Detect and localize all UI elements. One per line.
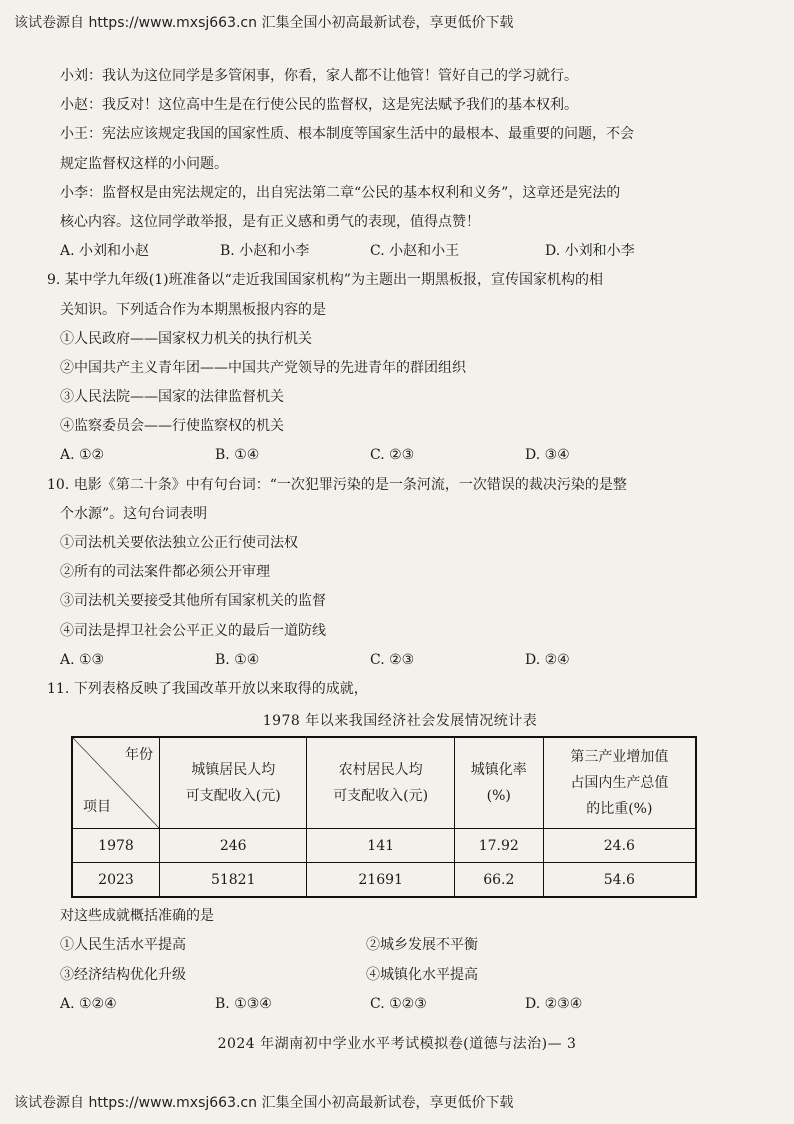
table-cell: 21691 <box>307 863 454 898</box>
table-cell: 66.2 <box>454 863 543 898</box>
corner-item-label: 项目 <box>83 799 111 816</box>
option-d: D. ②③④ <box>525 995 583 1012</box>
table-row <box>72 829 696 863</box>
q10-stem-cont: 个水源”。这句台词表明 <box>60 505 208 522</box>
header-text: 农村居民人均 <box>338 762 423 779</box>
q9-item: ①人民政府——国家权力机关的执行机关 <box>60 330 312 347</box>
q10-stem: 10. 电影《第二十条》中有句台词：“一次犯罪污染的是一条河流，一次错误的裁决污染的是整 <box>47 476 627 493</box>
q11-items-row <box>60 931 740 960</box>
table-cell: 141 <box>307 829 454 863</box>
q8-line: 规定监督权这样的小问题。 <box>60 155 228 172</box>
q11-item: ①人民生活水平提高 <box>60 937 186 954</box>
option-b: B. ①③④ <box>215 995 272 1012</box>
option-b: B. ①④ <box>215 447 260 464</box>
q8-line: 小王：宪法应该规定我国的国家性质、根本制度等国家生活中的最根本、最重要的问题，不会 <box>60 126 634 143</box>
q11-items-row <box>60 961 740 990</box>
table-header-row <box>72 737 696 829</box>
header-text: 占国内生产总值 <box>570 775 669 792</box>
q10-item: ①司法机关要依法独立公正行使司法权 <box>60 535 298 551</box>
option-d: D. 小刘和小李 <box>545 243 635 260</box>
q11-item: ④城镇化水平提高 <box>366 966 478 983</box>
header-text: 可支配收入(元) <box>185 788 281 805</box>
option-a: A. ①②④ <box>60 995 117 1012</box>
table-corner-cell <box>72 737 160 829</box>
q9-item: ③人民法院——国家的法律监督机关 <box>60 389 284 406</box>
q9-item: ④监察委员会——行使监察权的机关 <box>60 418 284 435</box>
watermark-top: 该试卷源自 https://www.mxsj663.cn 汇集全国小初高最新试卷，享更低价下载 <box>14 15 514 31</box>
table-cell: 24.6 <box>543 829 696 863</box>
header-urbanization-rate <box>454 737 543 829</box>
header-text: 城镇居民人均 <box>191 762 276 779</box>
table-row <box>72 863 696 898</box>
row-year: 2023 <box>72 863 160 898</box>
table-cell: 54.6 <box>543 863 696 898</box>
q10-item: ②所有的司法案件都必须公开审理 <box>60 564 270 581</box>
option-c: C. ②③ <box>370 651 415 668</box>
option-c: C. 小赵和小王 <box>370 243 460 260</box>
q11-options <box>60 990 740 1019</box>
q10-options <box>60 646 740 675</box>
header-text: 城镇化率 <box>470 762 527 779</box>
option-a: A. ①② <box>60 447 105 464</box>
header-text: 的比重(%) <box>586 801 653 818</box>
option-b: B. ①④ <box>215 651 260 668</box>
q8-options <box>60 237 740 266</box>
q9-options <box>60 441 740 470</box>
table-cell: 51821 <box>160 863 307 898</box>
q11-stem: 11. 下列表格反映了我国改革开放以来取得的成就， <box>47 680 368 697</box>
q8-line: 核心内容。这位同学敢举报，是有正义感和勇气的表现，值得点赞！ <box>60 213 480 230</box>
header-tertiary-share <box>543 737 696 829</box>
q11-question: 对这些成就概括准确的是 <box>60 908 214 925</box>
q8-line: 小刘：我认为这位同学是多管闲事，你看，家人都不让他管！管好自己的学习就行。 <box>60 68 578 84</box>
q8-line: 小李：监督权是由宪法规定的，出自宪法第二章“公民的基本权利和义务”，这章还是宪法的 <box>60 184 621 201</box>
option-a: A. ①③ <box>60 651 105 668</box>
option-c: C. ①②③ <box>370 995 427 1012</box>
row-year: 1978 <box>72 829 160 863</box>
page-footer: 2024 年湖南初中学业水平考试模拟卷(道德与法治)— 3 <box>217 1036 577 1052</box>
exam-content <box>47 62 740 1019</box>
option-a: A. 小刘和小赵 <box>60 243 150 260</box>
option-c: C. ②③ <box>370 447 415 464</box>
q11-item: ②城乡发展不平衡 <box>366 937 478 954</box>
statistics-table <box>71 736 697 898</box>
table-cell: 246 <box>160 829 307 863</box>
q9-stem-cont: 关知识。下列适合作为本期黑板报内容的是 <box>60 301 326 318</box>
q10-item: ④司法是捍卫社会公平正义的最后一道防线 <box>60 622 326 639</box>
q9-stem: 9. 某中学九年级(1)班准备以“走近我国国家机构”为主题出一期黑板报，宣传国家机构的相 <box>47 272 603 289</box>
q9-item: ②中国共产主义青年团——中国共产党领导的先进青年的群团组织 <box>60 359 466 376</box>
header-text: 第三产业增加值 <box>570 749 669 766</box>
q8-line: 小赵：我反对！这位高中生是在行使公民的监督权，这是宪法赋予我们的基本权利。 <box>60 97 578 114</box>
q10-item: ③司法机关要接受其他所有国家机关的监督 <box>60 593 326 610</box>
header-urban-income <box>160 737 307 829</box>
option-b: B. 小赵和小李 <box>220 243 310 260</box>
header-text: 可支配收入(元) <box>333 788 429 805</box>
watermark-bottom: 该试卷源自 https://www.mxsj663.cn 汇集全国小初高最新试卷，享更低价下载 <box>14 1095 514 1111</box>
corner-year-label: 年份 <box>125 747 153 764</box>
table-title: 1978 年以来我国经济社会发展情况统计表 <box>262 713 538 730</box>
header-text: (%) <box>486 788 511 805</box>
option-d: D. ③④ <box>525 447 570 464</box>
header-rural-income <box>307 737 454 829</box>
table-cell: 17.92 <box>454 829 543 863</box>
q11-item: ③经济结构优化升级 <box>60 966 186 983</box>
option-d: D. ②④ <box>525 651 570 668</box>
